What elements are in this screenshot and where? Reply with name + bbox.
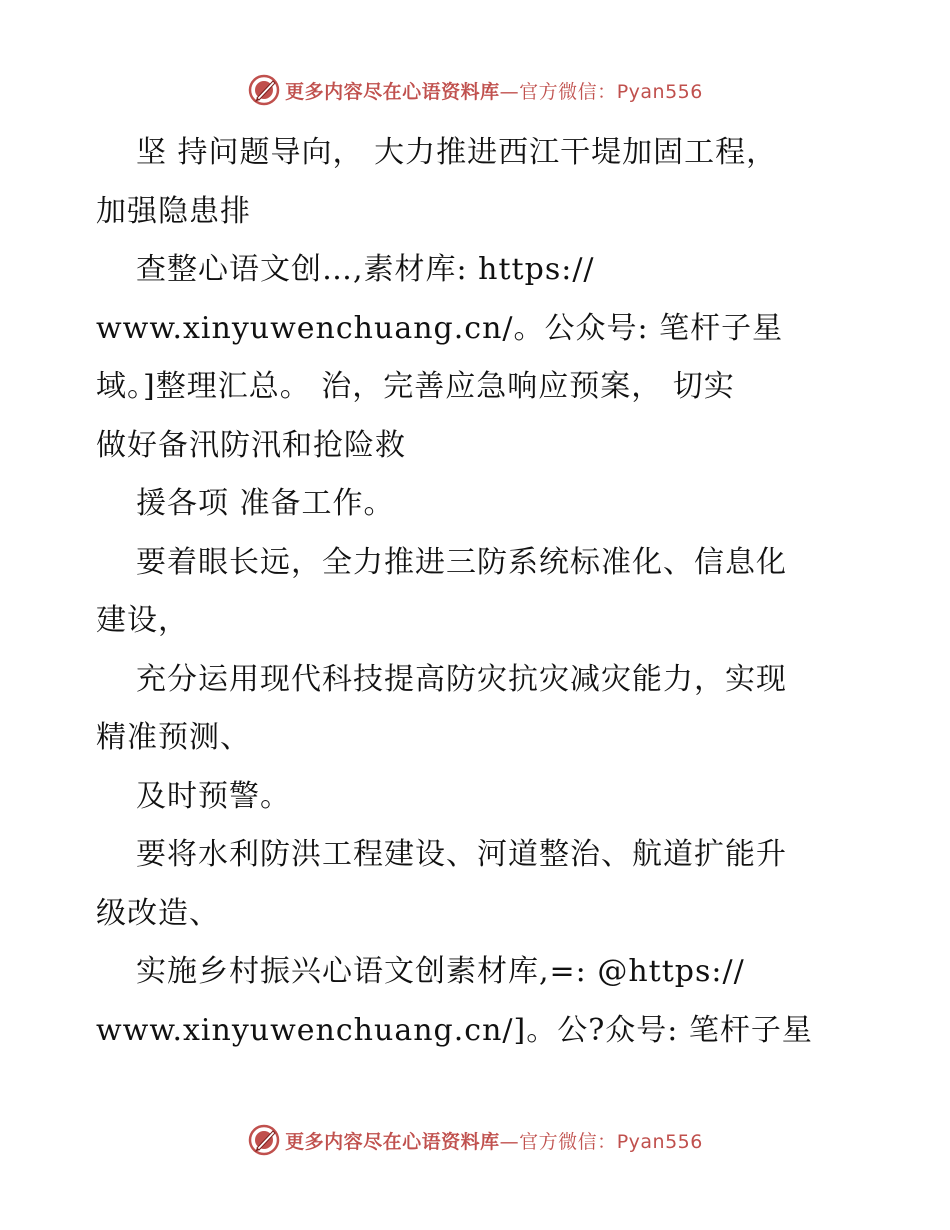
text-line: 做好备汛防汛和抢险救 xyxy=(96,427,406,463)
text-line: 加强隐患排 xyxy=(96,193,251,229)
text-line: 查整心语文创…,素材库: https:// xyxy=(136,252,595,287)
text-line: 要将水利防洪工程建设、河道整治、航道扩能升 xyxy=(136,837,787,872)
text-line: 域。]整理汇总。 治，完善应急响应预案， 切实 xyxy=(96,369,735,404)
text-line: 精准预测、 xyxy=(96,720,251,755)
text-line: 实施乡村振兴心语文创素材库,=: @https:// xyxy=(136,954,745,989)
text-line: 充分运用现代科技提高防灾抗灾减灾能力，实现 xyxy=(136,661,787,697)
watermark-text: 更多内容尽在心语资料库—官方微信：Pyan556 xyxy=(285,80,703,103)
document-body xyxy=(96,124,876,1060)
text-line: 级改造、 xyxy=(96,895,220,931)
footer-watermark xyxy=(0,1120,950,1160)
text-line: 要着眼长远，全力推进三防系统标准化、信息化 xyxy=(136,544,787,580)
watermark-text: 更多内容尽在心语资料库—官方微信：Pyan556 xyxy=(285,1130,703,1153)
pen-logo-icon xyxy=(247,1123,281,1157)
text-line: www.xinyuwenchuang.cn/。公众号: 笔杆子星 xyxy=(96,310,784,346)
pen-logo-icon xyxy=(247,73,281,107)
text-line: 坚 持问题导向， 大力推进西江干堤加固工程， xyxy=(136,135,778,170)
text-line: 建设， xyxy=(96,603,189,638)
text-line: 援各项 准备工作。 xyxy=(136,486,395,521)
text-line: 及时预警。 xyxy=(136,778,291,814)
text-line: www.xinyuwenchuang.cn/]。公?众号: 笔杆子星 xyxy=(96,1012,813,1048)
header-watermark xyxy=(0,70,950,110)
